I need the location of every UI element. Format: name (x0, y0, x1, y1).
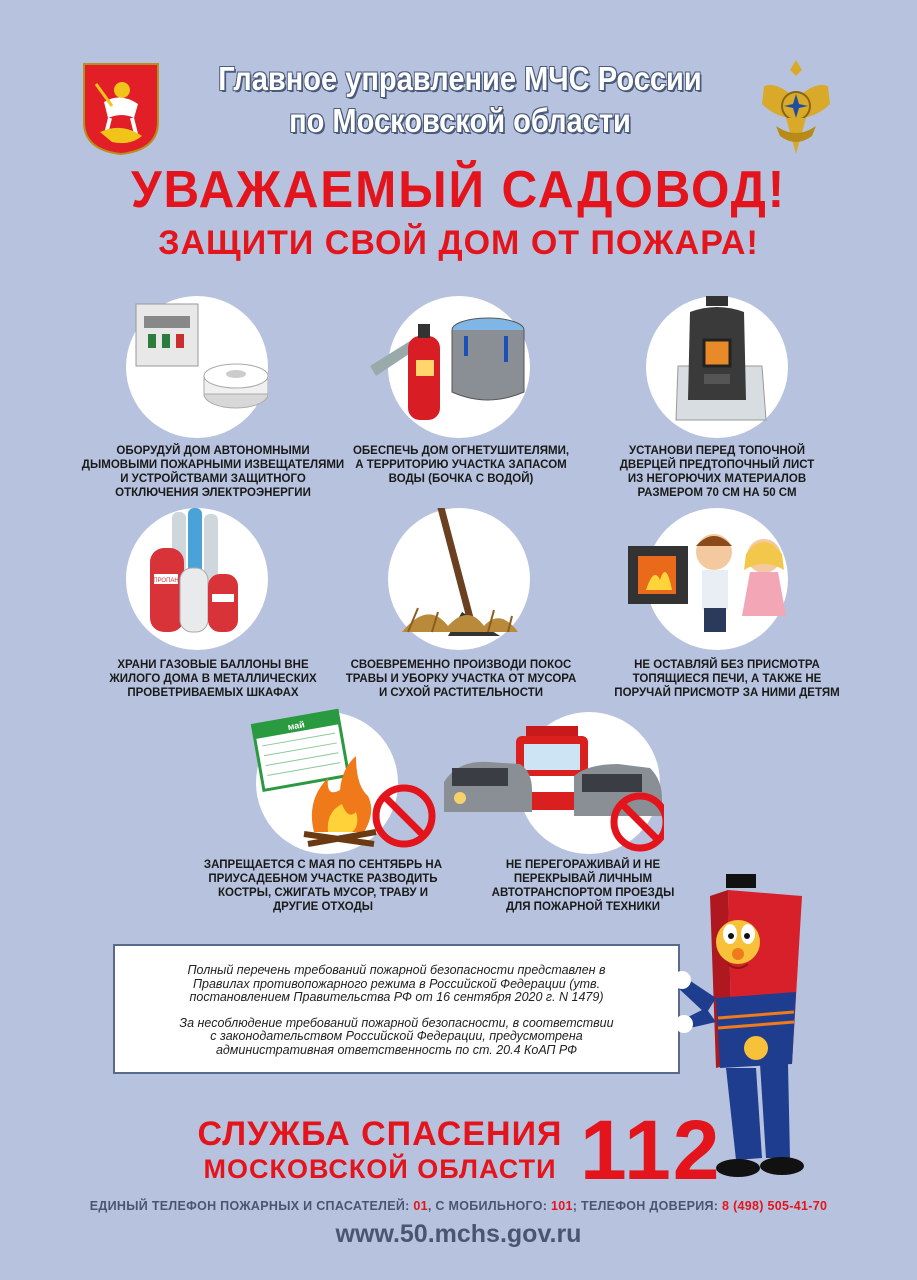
tip-2-caption: ОБЕСПЕЧЬ ДОМ ОГНЕТУШИТЕЛЯМИ, А ТЕРРИТОРИЮ УЧАСТКА ЗАПАСОМ ВОДЫ (БОЧКА С ВОДОЙ) (352, 445, 570, 485)
tip-5-circle (388, 508, 530, 650)
stove-icon (646, 296, 788, 438)
tip-1-circle (126, 296, 268, 438)
extinguisher-icon (368, 296, 528, 438)
phone-numbers-line: ЕДИНЫЙ ТЕЛЕФОН ПОЖАРНЫХ И СПАСАТЕЛЕЙ: 01, С МОБИЛЬНОГО: 101; ТЕЛЕФОН ДОВЕРИЯ: 8 (498) 505-41-70 (89, 1199, 828, 1213)
header-line-1: Главное управление МЧС России (218, 60, 702, 97)
tip-1-caption: ОБОРУДУЙ ДОМ АВТОНОМНЫМИ ДЫМОВЫМИ ПОЖАРНЫМИ ИЗВЕЩАТЕЛЯМИ И УСТРОЙСТВАМИ ЗАЩИТНОГО ОТКЛЮЧЕНИЯ ЭЛЕКТРОЭНЕРГИИ (81, 445, 345, 499)
headline-sub: ЗАЩИТИ СВОЙ ДОМ ОТ ПОЖАРА! (158, 224, 759, 262)
gas-cylinders-icon (126, 508, 268, 650)
headline-main: УВАЖАЕМЫЙ САДОВОД! (130, 161, 787, 219)
legal-notice-paragraph-1: Полный перечень требований пожарной безопасности представлен в Правилах противопожарного режима в Российской Федерации (утв. постановлением Правительства РФ от 16 сентября 2020 г. N 1479) (187, 963, 606, 1004)
emergency-number: 112 (580, 1103, 722, 1197)
fire-truck-blocked-icon (442, 702, 664, 852)
website-link[interactable]: www.50.mchs.gov.ru (335, 1220, 582, 1248)
tip-3-caption: УСТАНОВИ ПЕРЕД ТОПОЧНОЙ ДВЕРЦЕЙ ПРЕДТОПОЧНЫЙ ЛИСТ ИЗ НЕГОРЮЧИХ МАТЕРИАЛОВ РАЗМЕРОМ 70 СМ НА 50 СМ (619, 445, 815, 499)
children-stove-icon (626, 508, 796, 650)
legal-notice-box (113, 944, 680, 1074)
mobile-phone: 101 (551, 1199, 573, 1213)
mchs-emblem (756, 56, 836, 160)
header-title (205, 58, 715, 142)
bonfire-forbidden-icon (236, 702, 436, 852)
tip-6-caption: НЕ ОСТАВЛЯЙ БЕЗ ПРИСМОТРА ТОПЯЩИЕСЯ ПЕЧИ, А ТАКЖЕ НЕ ПОРУЧАЙ ПРИСМОТР ЗА НИМИ ДЕТЯМ (614, 659, 840, 699)
legal-notice-paragraph-2: За несоблюдение требований пожарной безопасности, в соответствии с законодательством Российской Федерации, предусмотрена административная ответственность по ст. 20.4 КоАП РФ (179, 1015, 614, 1057)
smoke-detector-icon (126, 296, 268, 438)
fire-phone: 01 (413, 1199, 428, 1213)
tip-4-caption: ХРАНИ ГАЗОВЫЕ БАЛЛОНЫ ВНЕ ЖИЛОГО ДОМА В МЕТАЛЛИЧЕСКИХ ПРОВЕТРИВАЕМЫХ ШКАФАХ (109, 659, 317, 699)
svg-text:ПРОПАН: ПРОПАН (153, 578, 179, 584)
rescue-service-line-1: СЛУЖБА СПАСЕНИЯ (197, 1115, 563, 1153)
hoe-icon (388, 508, 530, 650)
tip-8-circle (518, 712, 660, 854)
tip-8-caption: НЕ ПЕРЕГОРАЖИВАЙ И НЕ ПЕРЕКРЫВАЙ ЛИЧНЫМ АВТОТРАНСПОРТОМ ПРОЕЗДЫ ДЛЯ ПОЖАРНОЙ ТЕХНИКИ (491, 859, 675, 913)
tip-5-caption: СВОЕВРЕМЕННО ПРОИЗВОДИ ПОКОС ТРАВЫ И УБОРКУ УЧАСТКА ОТ МУСОРА И СУХОЙ РАСТИТЕЛЬНОСТИ (345, 659, 577, 699)
tip-2-circle (388, 296, 530, 438)
svg-text:май: май (286, 719, 306, 733)
rescue-service-title (180, 1115, 580, 1185)
tip-4-circle (126, 508, 268, 650)
trust-phone: 8 (498) 505-41-70 (722, 1199, 828, 1213)
tip-7-circle (256, 712, 398, 854)
header-line-2: по Московской области (289, 102, 631, 139)
moscow-oblast-coat-of-arms (82, 62, 160, 156)
tip-7-caption: ЗАПРЕЩАЕТСЯ С МАЯ ПО СЕНТЯБРЬ НА ПРИУСАДЕБНОМ УЧАСТКЕ РАЗВОДИТЬ КОСТРЫ, СЖИГАТЬ МУСОР, ТРАВУ И ДРУГИЕ ОТХОДЫ (203, 859, 443, 913)
tip-3-circle (646, 296, 788, 438)
rescue-service-line-2: МОСКОВСКОЙ ОБЛАСТИ (203, 1154, 557, 1184)
tip-6-circle (646, 508, 788, 650)
